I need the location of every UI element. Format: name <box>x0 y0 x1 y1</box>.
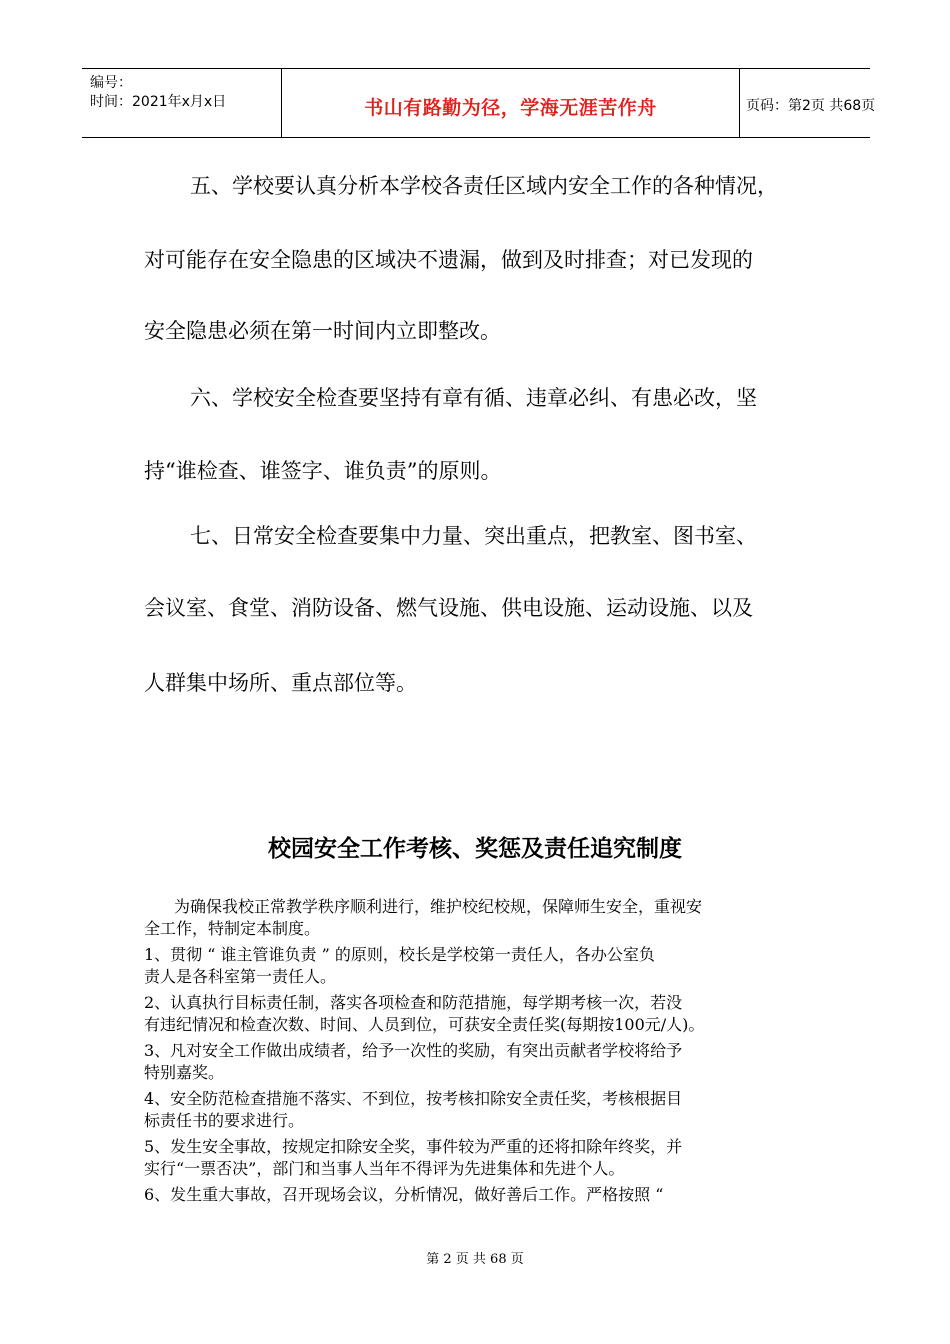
paragraph-line: 人群集中场所、重点部位等。 <box>144 671 417 695</box>
body-line: 有违纪情况和检查次数、时间、人员到位，可获安全责任奖(每期按100元/人)。 <box>144 1015 705 1034</box>
paragraph-line: 七、日常安全检查要集中力量、突出重点，把教室、图书室、 <box>190 524 757 548</box>
paragraph-line: 五、学校要认真分析本学校各责任区域内安全工作的各种情况， <box>190 174 778 198</box>
header-table <box>82 68 876 138</box>
document-number-label: 编号： <box>90 75 132 91</box>
header-meta-cell <box>82 69 281 137</box>
body-line: 1、贯彻 “ 谁主管谁负责 ” 的原则，校长是学校第一责任人，各办公室负 <box>144 945 655 964</box>
header-motto: 书山有路勤为径，学海无涯苦作舟 <box>364 97 657 119</box>
body-line: 5、发生安全事故，按规定扣除安全奖，事件较为严重的还将扣除年终奖，并 <box>144 1137 683 1156</box>
body-line: 特别嘉奖。 <box>144 1063 225 1082</box>
body-line: 6、发生重大事故，召开现场会议，分析情况，做好善后工作。严格按照 “ <box>144 1185 664 1204</box>
body-line: 3、凡对安全工作做出成绩者，给予一次性的奖励，有突出贡献者学校将给予 <box>144 1041 683 1060</box>
document-time-label: 时间：2021年x月x日 <box>90 94 227 110</box>
paragraph-line: 持“谁检查、谁签字、谁负责”的原则。 <box>144 459 502 483</box>
header-page-cell <box>740 69 876 137</box>
paragraph-line: 安全隐患必须在第一时间内立即整改。 <box>144 319 501 343</box>
body-line: 为确保我校正常教学秩序顺利进行，维护校纪校规，保障师生安全，重视安 <box>174 897 703 916</box>
body-line: 2、认真执行目标责任制，落实各项检查和防范措施，每学期考核一次，若没 <box>144 993 683 1012</box>
body-line: 全工作，特制定本制度。 <box>144 919 321 938</box>
paragraph-line: 会议室、食堂、消防设备、燃气设施、供电设施、运动设施、以及 <box>144 596 753 620</box>
header-motto-cell <box>281 69 740 137</box>
body-line: 4、安全防范检查措施不落实、不到位，按考核扣除安全责任奖，考核根据目 <box>144 1089 683 1108</box>
section-title: 校园安全工作考核、奖惩及责任追究制度 <box>268 836 682 862</box>
body-line: 责人是各科室第一责任人。 <box>144 967 337 986</box>
body-line: 标责任书的要求进行。 <box>144 1111 305 1130</box>
paragraph-line: 六、学校安全检查要坚持有章有循、违章必纠、有患必改，坚 <box>190 386 757 410</box>
paragraph-line: 对可能存在安全隐患的区域决不遗漏，做到及时排查；对已发现的 <box>144 248 753 272</box>
page-footer: 第 2 页 共 68 页 <box>426 1252 524 1267</box>
header-page-info: 页码：第2页 共68页 <box>746 98 876 114</box>
body-line: 实行“一票否决”，部门和当事人当年不得评为先进集体和先进个人。 <box>144 1159 625 1178</box>
